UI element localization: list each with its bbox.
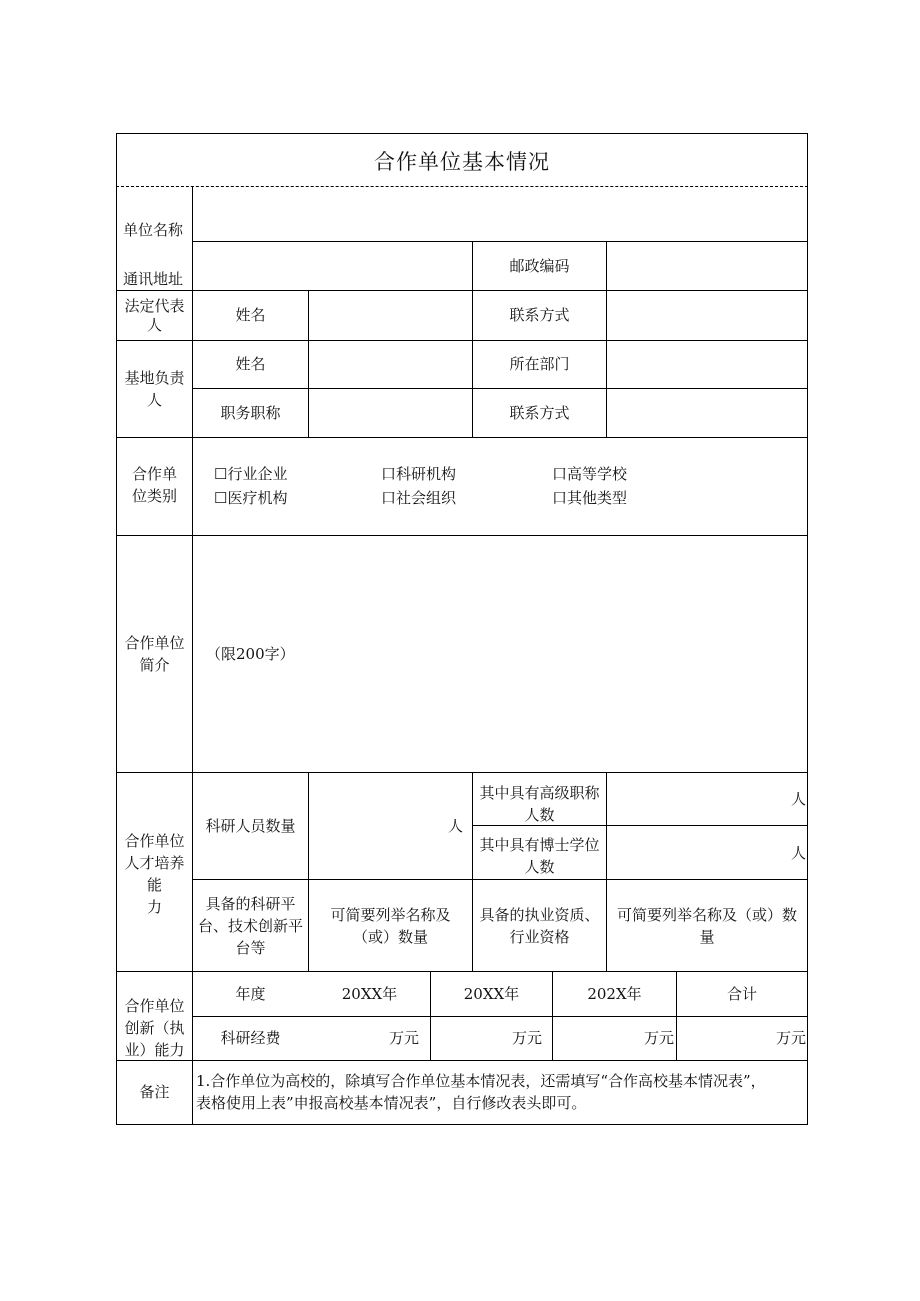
senior-title-label-line2: 人数	[524, 806, 555, 824]
base-head-label-line2: 人	[146, 391, 162, 409]
row-line	[192, 241, 808, 242]
talent-label-line2: 人才培养	[124, 854, 185, 872]
row-line	[192, 879, 808, 880]
legal-rep-name-label: 姓名	[235, 306, 266, 324]
border-left	[116, 133, 117, 1125]
funds-total-cell[interactable]: 万元	[775, 1029, 806, 1047]
innovation-label-line3: 业）能力	[124, 1041, 185, 1059]
qualification-hint-line2: 量	[699, 928, 715, 946]
unit-type-option-research[interactable]	[381, 463, 456, 485]
funds-year1-cell[interactable]: 万元	[388, 1029, 419, 1047]
unit-type-label-line2: 位类别	[131, 487, 177, 505]
unit-type-option-university[interactable]	[552, 463, 627, 485]
option-label: 行业企业	[227, 465, 288, 483]
row-line	[116, 971, 808, 972]
option-label: 其他类型	[567, 489, 628, 507]
col-line	[308, 290, 309, 438]
checkbox-icon: ☐	[214, 489, 228, 507]
row-line	[116, 772, 808, 773]
phd-label-line2: 人数	[524, 858, 555, 876]
qualification-label-line2: 行业资格	[509, 928, 570, 946]
border-right	[807, 133, 808, 1125]
position-field[interactable]	[310, 390, 471, 436]
row-line	[116, 535, 808, 536]
row-line	[192, 388, 808, 389]
legal-rep-contact-label: 联系方式	[509, 306, 570, 324]
innovation-label-line1: 合作单位	[124, 997, 185, 1015]
remarks-line1: 1.合作单位为高校的，除填写合作单位基本情况表，还需填写“合作高校基本情况表”，	[196, 1072, 766, 1090]
option-label: 社会组织	[396, 489, 457, 507]
unit-type-option-social[interactable]	[381, 487, 456, 509]
talent-label-line4: 力	[146, 898, 162, 916]
border-top	[116, 133, 808, 134]
row-line	[192, 1016, 808, 1017]
qualification-label-line1: 具备的执业资质、	[479, 906, 600, 924]
checkbox-icon: 口	[381, 489, 397, 507]
dept-label: 所在部门	[509, 355, 570, 373]
platform-label-line1: 具备的科研平	[205, 895, 296, 913]
postcode-field[interactable]	[608, 243, 806, 289]
total-header: 合计	[726, 985, 757, 1003]
base-head-contact-label: 联系方式	[509, 404, 570, 422]
row-line	[116, 340, 808, 341]
row-line	[116, 1060, 808, 1061]
researchers-label: 科研人员数量	[205, 817, 296, 835]
phd-unit[interactable]: 人	[790, 844, 806, 862]
postcode-label: 邮政编码	[509, 257, 570, 275]
talent-label	[117, 830, 192, 918]
year1-header: 20XX年	[341, 985, 398, 1003]
innovation-label-line2: 创新（执	[124, 1019, 185, 1037]
platform-hint[interactable]	[309, 904, 472, 948]
row-line	[116, 437, 808, 438]
address-field[interactable]	[194, 243, 471, 289]
intro-label-line2: 简介	[139, 656, 170, 674]
research-funds-label: 科研经费	[220, 1029, 281, 1047]
form-title: 合作单位基本情况	[374, 150, 550, 174]
year3-header: 202X年	[587, 985, 642, 1003]
year2-header: 20XX年	[463, 985, 520, 1003]
year-label: 年度	[235, 985, 266, 1003]
intro-label-line1: 合作单位	[124, 634, 185, 652]
unit-type-label	[117, 463, 192, 507]
legal-rep-label-line2: 人	[146, 316, 162, 334]
checkbox-icon: ☐	[214, 465, 228, 483]
unit-type-option-industry[interactable]	[214, 463, 287, 485]
remarks-label: 备注	[139, 1083, 170, 1101]
researchers-unit[interactable]: 人	[447, 817, 463, 835]
platform-label	[193, 893, 308, 959]
base-head-name-label: 姓名	[235, 355, 266, 373]
senior-title-unit[interactable]: 人	[790, 790, 806, 808]
platform-hint-line2: （或）数量	[352, 928, 428, 946]
base-head-name-field[interactable]	[310, 342, 471, 387]
unit-type-label-line1: 合作单	[131, 465, 177, 483]
legal-rep-label	[117, 297, 192, 335]
option-label: 科研机构	[396, 465, 457, 483]
remarks-line2: 表格使用上表”申报高校基本情况表”，自行修改表头即可。	[196, 1094, 587, 1112]
legal-rep-label-line1: 法定代表	[124, 297, 185, 315]
checkbox-icon: 口	[381, 465, 397, 483]
legal-rep-name-field[interactable]	[310, 292, 471, 339]
platform-hint-line1: 可简要列举名称及	[330, 906, 451, 924]
base-head-contact-field[interactable]	[608, 390, 806, 436]
checkbox-icon: 口	[552, 465, 568, 483]
innovation-label	[117, 995, 192, 1061]
base-head-label-line1: 基地负责	[124, 369, 185, 387]
position-label: 职务职称	[220, 404, 281, 422]
base-head-label	[117, 367, 192, 411]
talent-label-line3: 能	[146, 876, 162, 894]
qualification-hint[interactable]	[607, 904, 807, 948]
address-label: 通讯地址	[123, 270, 184, 288]
funds-year3-cell[interactable]: 万元	[643, 1029, 674, 1047]
senior-title-label-line1: 其中具有高级职称	[479, 784, 600, 802]
phd-label	[473, 834, 606, 878]
senior-title-label	[473, 782, 606, 826]
dept-field[interactable]	[608, 342, 806, 387]
intro-limit-hint: （限200字）	[206, 645, 295, 663]
unit-type-option-medical[interactable]	[214, 487, 287, 509]
legal-rep-contact-field[interactable]	[608, 292, 806, 339]
qualification-label	[473, 904, 606, 948]
intro-label	[117, 632, 192, 676]
option-label: 医疗机构	[227, 489, 288, 507]
unit-name-label: 单位名称	[123, 221, 184, 239]
option-label: 高等学校	[567, 465, 628, 483]
platform-label-line2: 台、技术创新平	[197, 917, 303, 935]
remarks-text	[196, 1070, 766, 1114]
row-line	[116, 186, 808, 187]
row-line	[116, 290, 808, 291]
col-line	[606, 241, 607, 438]
funds-year2-cell[interactable]: 万元	[511, 1029, 542, 1047]
qualification-hint-line1: 可简要列举名称及（或）数	[616, 906, 797, 924]
unit-type-option-other[interactable]	[552, 487, 627, 509]
border-bottom	[116, 1124, 808, 1125]
phd-label-line1: 其中具有博士学位	[479, 836, 600, 854]
unit-name-field[interactable]	[194, 188, 806, 240]
talent-label-line1: 合作单位	[124, 832, 185, 850]
checkbox-icon: 口	[552, 489, 568, 507]
platform-label-line3: 台等	[235, 939, 266, 957]
